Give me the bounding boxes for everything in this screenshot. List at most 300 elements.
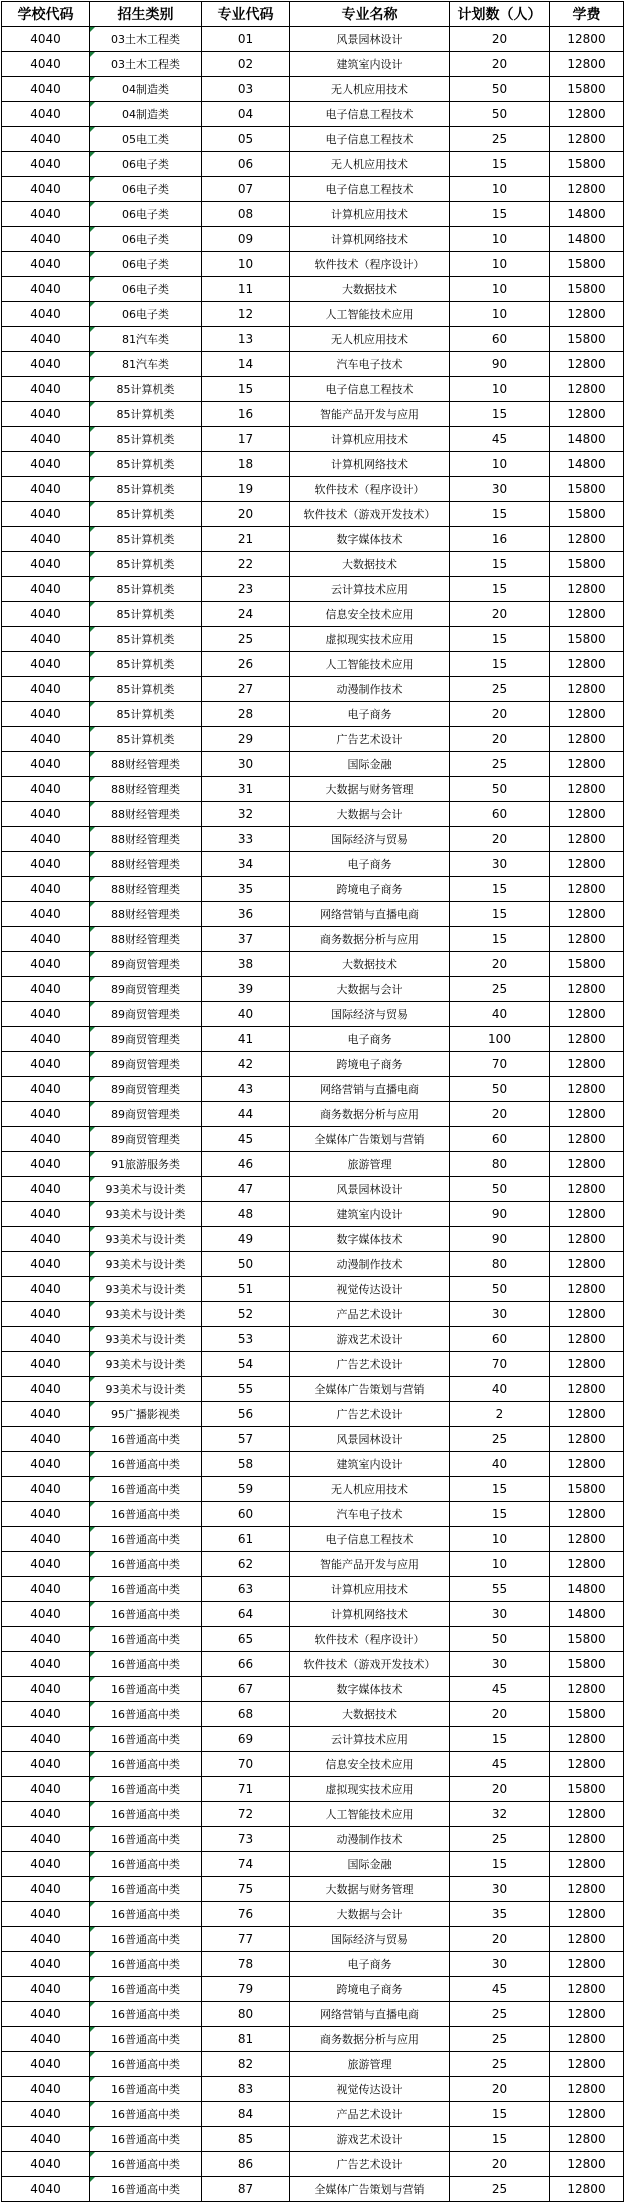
plan-count-cell: 50	[450, 1627, 550, 1652]
category-cell: 16普通高中类	[90, 1602, 202, 1627]
tuition-cell: 15800	[550, 952, 624, 977]
major-name-cell: 国际经济与贸易	[290, 827, 450, 852]
tuition-cell: 12800	[550, 1052, 624, 1077]
table-row	[2, 1252, 624, 1277]
major-code-cell: 28	[202, 702, 290, 727]
table-row	[2, 1127, 624, 1152]
table-row	[2, 402, 624, 427]
table-row	[2, 1302, 624, 1327]
tuition-cell: 12800	[550, 2152, 624, 2177]
major-name-cell: 无人机应用技术	[290, 77, 450, 102]
table-row	[2, 52, 624, 77]
tuition-cell: 15800	[550, 252, 624, 277]
table-row	[2, 1277, 624, 1302]
school-code-cell: 4040	[2, 1852, 90, 1877]
school-code-cell: 4040	[2, 1877, 90, 1902]
plan-count-cell: 15	[450, 152, 550, 177]
category-cell: 85计算机类	[90, 702, 202, 727]
category-cell: 06电子类	[90, 202, 202, 227]
category-cell: 88财经管理类	[90, 802, 202, 827]
tuition-cell: 12800	[550, 1302, 624, 1327]
major-code-cell: 35	[202, 877, 290, 902]
major-name-cell: 动漫制作技术	[290, 1252, 450, 1277]
table-row	[2, 252, 624, 277]
major-name-cell: 大数据与财务管理	[290, 1877, 450, 1902]
category-cell: 93美术与设计类	[90, 1277, 202, 1302]
school-code-cell: 4040	[2, 1927, 90, 1952]
major-code-cell: 33	[202, 827, 290, 852]
school-code-cell: 4040	[2, 327, 90, 352]
plan-count-cell: 10	[450, 227, 550, 252]
table-row	[2, 1052, 624, 1077]
major-code-cell: 32	[202, 802, 290, 827]
table-row	[2, 1602, 624, 1627]
table-row	[2, 177, 624, 202]
major-code-cell: 05	[202, 127, 290, 152]
tuition-cell: 15800	[550, 552, 624, 577]
major-code-cell: 19	[202, 477, 290, 502]
table-row	[2, 552, 624, 577]
major-code-cell: 42	[202, 1052, 290, 1077]
category-cell: 16普通高中类	[90, 2027, 202, 2052]
category-cell: 06电子类	[90, 252, 202, 277]
category-cell: 16普通高中类	[90, 2002, 202, 2027]
plan-count-cell: 25	[450, 1427, 550, 1452]
category-cell: 16普通高中类	[90, 1827, 202, 1852]
school-code-cell: 4040	[2, 377, 90, 402]
major-name-cell: 数字媒体技术	[290, 527, 450, 552]
table-row	[2, 977, 624, 1002]
major-code-cell: 76	[202, 1902, 290, 1927]
school-code-cell: 4040	[2, 1552, 90, 1577]
plan-count-cell: 15	[450, 2127, 550, 2152]
category-cell: 88财经管理类	[90, 877, 202, 902]
major-name-cell: 虚拟现实技术应用	[290, 1777, 450, 1802]
tuition-cell: 15800	[550, 627, 624, 652]
category-cell: 85计算机类	[90, 477, 202, 502]
category-cell: 16普通高中类	[90, 1877, 202, 1902]
major-name-cell: 计算机应用技术	[290, 202, 450, 227]
tuition-cell: 12800	[550, 1502, 624, 1527]
plan-count-cell: 15	[450, 202, 550, 227]
major-code-cell: 40	[202, 1002, 290, 1027]
major-name-cell: 国际经济与贸易	[290, 1002, 450, 1027]
plan-count-cell: 15	[450, 577, 550, 602]
plan-count-cell: 70	[450, 1052, 550, 1077]
major-name-cell: 软件技术（游戏开发技术）	[290, 1652, 450, 1677]
major-name-cell: 网络营销与直播电商	[290, 1077, 450, 1102]
category-cell: 16普通高中类	[90, 1677, 202, 1702]
tuition-cell: 12800	[550, 177, 624, 202]
major-name-cell: 风景园林设计	[290, 1177, 450, 1202]
category-cell: 93美术与设计类	[90, 1177, 202, 1202]
category-cell: 85计算机类	[90, 652, 202, 677]
school-code-cell: 4040	[2, 827, 90, 852]
school-code-cell: 4040	[2, 602, 90, 627]
major-name-cell: 广告艺术设计	[290, 727, 450, 752]
school-code-cell: 4040	[2, 1977, 90, 2002]
category-cell: 05电工类	[90, 127, 202, 152]
school-code-cell: 4040	[2, 577, 90, 602]
school-code-cell: 4040	[2, 1902, 90, 1927]
table-row	[2, 1352, 624, 1377]
tuition-cell: 12800	[550, 1827, 624, 1852]
tuition-cell: 12800	[550, 1127, 624, 1152]
major-code-cell: 17	[202, 427, 290, 452]
category-cell: 93美术与设计类	[90, 1227, 202, 1252]
tuition-cell: 12800	[550, 1002, 624, 1027]
major-code-cell: 78	[202, 1952, 290, 1977]
major-code-cell: 16	[202, 402, 290, 427]
major-code-cell: 26	[202, 652, 290, 677]
major-name-cell: 建筑室内设计	[290, 52, 450, 77]
table-row	[2, 1152, 624, 1177]
major-code-cell: 71	[202, 1777, 290, 1802]
major-name-cell: 建筑室内设计	[290, 1202, 450, 1227]
plan-count-cell: 40	[450, 1002, 550, 1027]
major-name-cell: 软件技术（程序设计）	[290, 1627, 450, 1652]
major-name-cell: 计算机应用技术	[290, 1577, 450, 1602]
school-code-cell: 4040	[2, 2002, 90, 2027]
category-cell: 89商贸管理类	[90, 1002, 202, 1027]
major-code-cell: 79	[202, 1977, 290, 2002]
category-cell: 93美术与设计类	[90, 1352, 202, 1377]
table-row	[2, 352, 624, 377]
plan-count-cell: 30	[450, 1302, 550, 1327]
plan-count-cell: 15	[450, 652, 550, 677]
plan-count-cell: 20	[450, 602, 550, 627]
table-row	[2, 652, 624, 677]
school-code-cell: 4040	[2, 502, 90, 527]
tuition-cell: 15800	[550, 1702, 624, 1727]
tuition-cell: 12800	[550, 2052, 624, 2077]
major-name-cell: 汽车电子技术	[290, 1502, 450, 1527]
major-name-cell: 虚拟现实技术应用	[290, 627, 450, 652]
tuition-cell: 12800	[550, 1952, 624, 1977]
table-row	[2, 1027, 624, 1052]
plan-count-cell: 10	[450, 1527, 550, 1552]
plan-count-cell: 20	[450, 2077, 550, 2102]
tuition-cell: 14800	[550, 202, 624, 227]
tuition-cell: 12800	[550, 1027, 624, 1052]
major-name-cell: 大数据技术	[290, 277, 450, 302]
category-cell: 06电子类	[90, 302, 202, 327]
major-code-cell: 23	[202, 577, 290, 602]
major-name-cell: 视觉传达设计	[290, 1277, 450, 1302]
table-row	[2, 1952, 624, 1977]
major-name-cell: 软件技术（程序设计）	[290, 477, 450, 502]
major-name-cell: 全媒体广告策划与营销	[290, 1127, 450, 1152]
table-row	[2, 1877, 624, 1902]
plan-count-cell: 20	[450, 1777, 550, 1802]
plan-count-cell: 2	[450, 1402, 550, 1427]
major-name-cell: 国际金融	[290, 1852, 450, 1877]
plan-count-cell: 10	[450, 377, 550, 402]
major-code-cell: 68	[202, 1702, 290, 1727]
major-name-cell: 电子信息工程技术	[290, 377, 450, 402]
school-code-cell: 4040	[2, 1327, 90, 1352]
school-code-cell: 4040	[2, 852, 90, 877]
tuition-cell: 12800	[550, 402, 624, 427]
major-name-cell: 大数据技术	[290, 1702, 450, 1727]
tuition-cell: 12800	[550, 852, 624, 877]
major-name-cell: 电子信息工程技术	[290, 127, 450, 152]
major-name-cell: 动漫制作技术	[290, 1827, 450, 1852]
plan-count-cell: 45	[450, 1677, 550, 1702]
plan-count-cell: 45	[450, 1977, 550, 2002]
table-row	[2, 2152, 624, 2177]
tuition-cell: 12800	[550, 1202, 624, 1227]
plan-count-cell: 20	[450, 1927, 550, 1952]
category-cell: 88财经管理类	[90, 777, 202, 802]
category-cell: 16普通高中类	[90, 1727, 202, 1752]
school-code-cell: 4040	[2, 1652, 90, 1677]
major-name-cell: 大数据技术	[290, 952, 450, 977]
school-code-cell: 4040	[2, 27, 90, 52]
tuition-cell: 12800	[550, 977, 624, 1002]
plan-count-cell: 55	[450, 1577, 550, 1602]
plan-count-cell: 20	[450, 727, 550, 752]
major-code-cell: 51	[202, 1277, 290, 1302]
category-cell: 85计算机类	[90, 427, 202, 452]
major-code-cell: 52	[202, 1302, 290, 1327]
tuition-cell: 12800	[550, 1727, 624, 1752]
category-cell: 06电子类	[90, 227, 202, 252]
school-code-cell: 4040	[2, 1102, 90, 1127]
major-code-cell: 07	[202, 177, 290, 202]
table-row	[2, 1777, 624, 1802]
category-cell: 85计算机类	[90, 727, 202, 752]
major-code-cell: 54	[202, 1352, 290, 1377]
table-row	[2, 1177, 624, 1202]
major-name-cell: 游戏艺术设计	[290, 2127, 450, 2152]
plan-count-cell: 30	[450, 1602, 550, 1627]
tuition-cell: 15800	[550, 152, 624, 177]
major-name-cell: 跨境电子商务	[290, 1977, 450, 2002]
table-row	[2, 1727, 624, 1752]
major-code-cell: 59	[202, 1477, 290, 1502]
category-cell: 93美术与设计类	[90, 1202, 202, 1227]
school-code-cell: 4040	[2, 1752, 90, 1777]
plan-count-cell: 45	[450, 427, 550, 452]
major-name-cell: 计算机网络技术	[290, 452, 450, 477]
school-code-cell: 4040	[2, 1252, 90, 1277]
major-name-cell: 广告艺术设计	[290, 2152, 450, 2177]
category-cell: 93美术与设计类	[90, 1252, 202, 1277]
school-code-cell: 4040	[2, 1727, 90, 1752]
table-row	[2, 2127, 624, 2152]
plan-count-cell: 10	[450, 277, 550, 302]
major-name-cell: 智能产品开发与应用	[290, 1552, 450, 1577]
header-tuition: 学费	[550, 2, 624, 27]
tuition-cell: 12800	[550, 877, 624, 902]
tuition-cell: 12800	[550, 2002, 624, 2027]
school-code-cell: 4040	[2, 177, 90, 202]
table-row	[2, 1427, 624, 1452]
school-code-cell: 4040	[2, 77, 90, 102]
major-code-cell: 62	[202, 1552, 290, 1577]
school-code-cell: 4040	[2, 1077, 90, 1102]
table-row	[2, 677, 624, 702]
school-code-cell: 4040	[2, 52, 90, 77]
major-code-cell: 39	[202, 977, 290, 1002]
plan-count-cell: 10	[450, 252, 550, 277]
category-cell: 16普通高中类	[90, 1452, 202, 1477]
major-code-cell: 10	[202, 252, 290, 277]
major-code-cell: 67	[202, 1677, 290, 1702]
category-cell: 93美术与设计类	[90, 1377, 202, 1402]
school-code-cell: 4040	[2, 1577, 90, 1602]
plan-count-cell: 90	[450, 352, 550, 377]
major-code-cell: 44	[202, 1102, 290, 1127]
major-code-cell: 58	[202, 1452, 290, 1477]
tuition-cell: 12800	[550, 1277, 624, 1302]
table-row	[2, 527, 624, 552]
category-cell: 16普通高中类	[90, 1777, 202, 1802]
table-row	[2, 1827, 624, 1852]
major-name-cell: 汽车电子技术	[290, 352, 450, 377]
major-name-cell: 智能产品开发与应用	[290, 402, 450, 427]
major-code-cell: 36	[202, 902, 290, 927]
school-code-cell: 4040	[2, 927, 90, 952]
table-row	[2, 302, 624, 327]
plan-count-cell: 10	[450, 452, 550, 477]
plan-count-cell: 25	[450, 677, 550, 702]
plan-count-cell: 30	[450, 477, 550, 502]
major-name-cell: 广告艺术设计	[290, 1352, 450, 1377]
plan-count-cell: 25	[450, 977, 550, 1002]
plan-count-cell: 50	[450, 777, 550, 802]
tuition-cell: 12800	[550, 1552, 624, 1577]
school-code-cell: 4040	[2, 1402, 90, 1427]
category-cell: 16普通高中类	[90, 1927, 202, 1952]
table-row	[2, 852, 624, 877]
plan-count-cell: 60	[450, 327, 550, 352]
table-row	[2, 827, 624, 852]
major-code-cell: 48	[202, 1202, 290, 1227]
major-code-cell: 03	[202, 77, 290, 102]
school-code-cell: 4040	[2, 1202, 90, 1227]
tuition-cell: 12800	[550, 727, 624, 752]
major-code-cell: 45	[202, 1127, 290, 1152]
tuition-cell: 12800	[550, 1077, 624, 1102]
major-name-cell: 商务数据分析与应用	[290, 2027, 450, 2052]
major-name-cell: 人工智能技术应用	[290, 1802, 450, 1827]
school-code-cell: 4040	[2, 1802, 90, 1827]
school-code-cell: 4040	[2, 1352, 90, 1377]
category-cell: 16普通高中类	[90, 2077, 202, 2102]
major-code-cell: 74	[202, 1852, 290, 1877]
table-row	[2, 1477, 624, 1502]
plan-count-cell: 50	[450, 1177, 550, 1202]
plan-count-cell: 50	[450, 1077, 550, 1102]
table-row	[2, 1502, 624, 1527]
major-name-cell: 大数据与会计	[290, 1902, 450, 1927]
major-code-cell: 27	[202, 677, 290, 702]
school-code-cell: 4040	[2, 777, 90, 802]
tuition-cell: 15800	[550, 327, 624, 352]
table-row	[2, 1327, 624, 1352]
table-row	[2, 277, 624, 302]
table-row	[2, 452, 624, 477]
tuition-cell: 12800	[550, 927, 624, 952]
plan-count-cell: 15	[450, 1477, 550, 1502]
major-code-cell: 11	[202, 277, 290, 302]
major-code-cell: 43	[202, 1077, 290, 1102]
tuition-cell: 12800	[550, 802, 624, 827]
school-code-cell: 4040	[2, 1827, 90, 1852]
major-code-cell: 73	[202, 1827, 290, 1852]
table-row	[2, 1227, 624, 1252]
tuition-cell: 12800	[550, 1152, 624, 1177]
table-row	[2, 1652, 624, 1677]
major-name-cell: 计算机应用技术	[290, 427, 450, 452]
plan-count-cell: 15	[450, 1727, 550, 1752]
table-row	[2, 1002, 624, 1027]
table-row	[2, 702, 624, 727]
tuition-cell: 14800	[550, 227, 624, 252]
major-name-cell: 无人机应用技术	[290, 152, 450, 177]
table-row	[2, 202, 624, 227]
table-row	[2, 1577, 624, 1602]
category-cell: 89商贸管理类	[90, 1027, 202, 1052]
category-cell: 16普通高中类	[90, 1702, 202, 1727]
school-code-cell: 4040	[2, 1952, 90, 1977]
tuition-cell: 15800	[550, 77, 624, 102]
category-cell: 03土木工程类	[90, 27, 202, 52]
tuition-cell: 12800	[550, 1452, 624, 1477]
category-cell: 06电子类	[90, 152, 202, 177]
table-row	[2, 1452, 624, 1477]
school-code-cell: 4040	[2, 1627, 90, 1652]
major-name-cell: 计算机网络技术	[290, 1602, 450, 1627]
plan-count-cell: 25	[450, 1827, 550, 1852]
category-cell: 04制造类	[90, 102, 202, 127]
major-name-cell: 全媒体广告策划与营销	[290, 2177, 450, 2202]
major-code-cell: 57	[202, 1427, 290, 1452]
school-code-cell: 4040	[2, 702, 90, 727]
major-name-cell: 国际金融	[290, 752, 450, 777]
table-row	[2, 927, 624, 952]
category-cell: 85计算机类	[90, 527, 202, 552]
major-name-cell: 电子商务	[290, 1027, 450, 1052]
major-name-cell: 大数据技术	[290, 552, 450, 577]
category-cell: 85计算机类	[90, 402, 202, 427]
major-code-cell: 41	[202, 1027, 290, 1052]
category-cell: 16普通高中类	[90, 1952, 202, 1977]
tuition-cell: 12800	[550, 1352, 624, 1377]
header-plan-count: 计划数（人）	[450, 2, 550, 27]
plan-count-cell: 32	[450, 1802, 550, 1827]
table-row	[2, 602, 624, 627]
major-code-cell: 55	[202, 1377, 290, 1402]
school-code-cell: 4040	[2, 152, 90, 177]
plan-count-cell: 15	[450, 627, 550, 652]
school-code-cell: 4040	[2, 1227, 90, 1252]
table-row	[2, 327, 624, 352]
table-row	[2, 802, 624, 827]
plan-count-cell: 15	[450, 927, 550, 952]
tuition-cell: 14800	[550, 427, 624, 452]
school-code-cell: 4040	[2, 1177, 90, 1202]
major-code-cell: 56	[202, 1402, 290, 1427]
table-row	[2, 1752, 624, 1777]
school-code-cell: 4040	[2, 2177, 90, 2202]
category-cell: 16普通高中类	[90, 1627, 202, 1652]
table-row	[2, 1527, 624, 1552]
plan-count-cell: 80	[450, 1152, 550, 1177]
table-row	[2, 2077, 624, 2102]
